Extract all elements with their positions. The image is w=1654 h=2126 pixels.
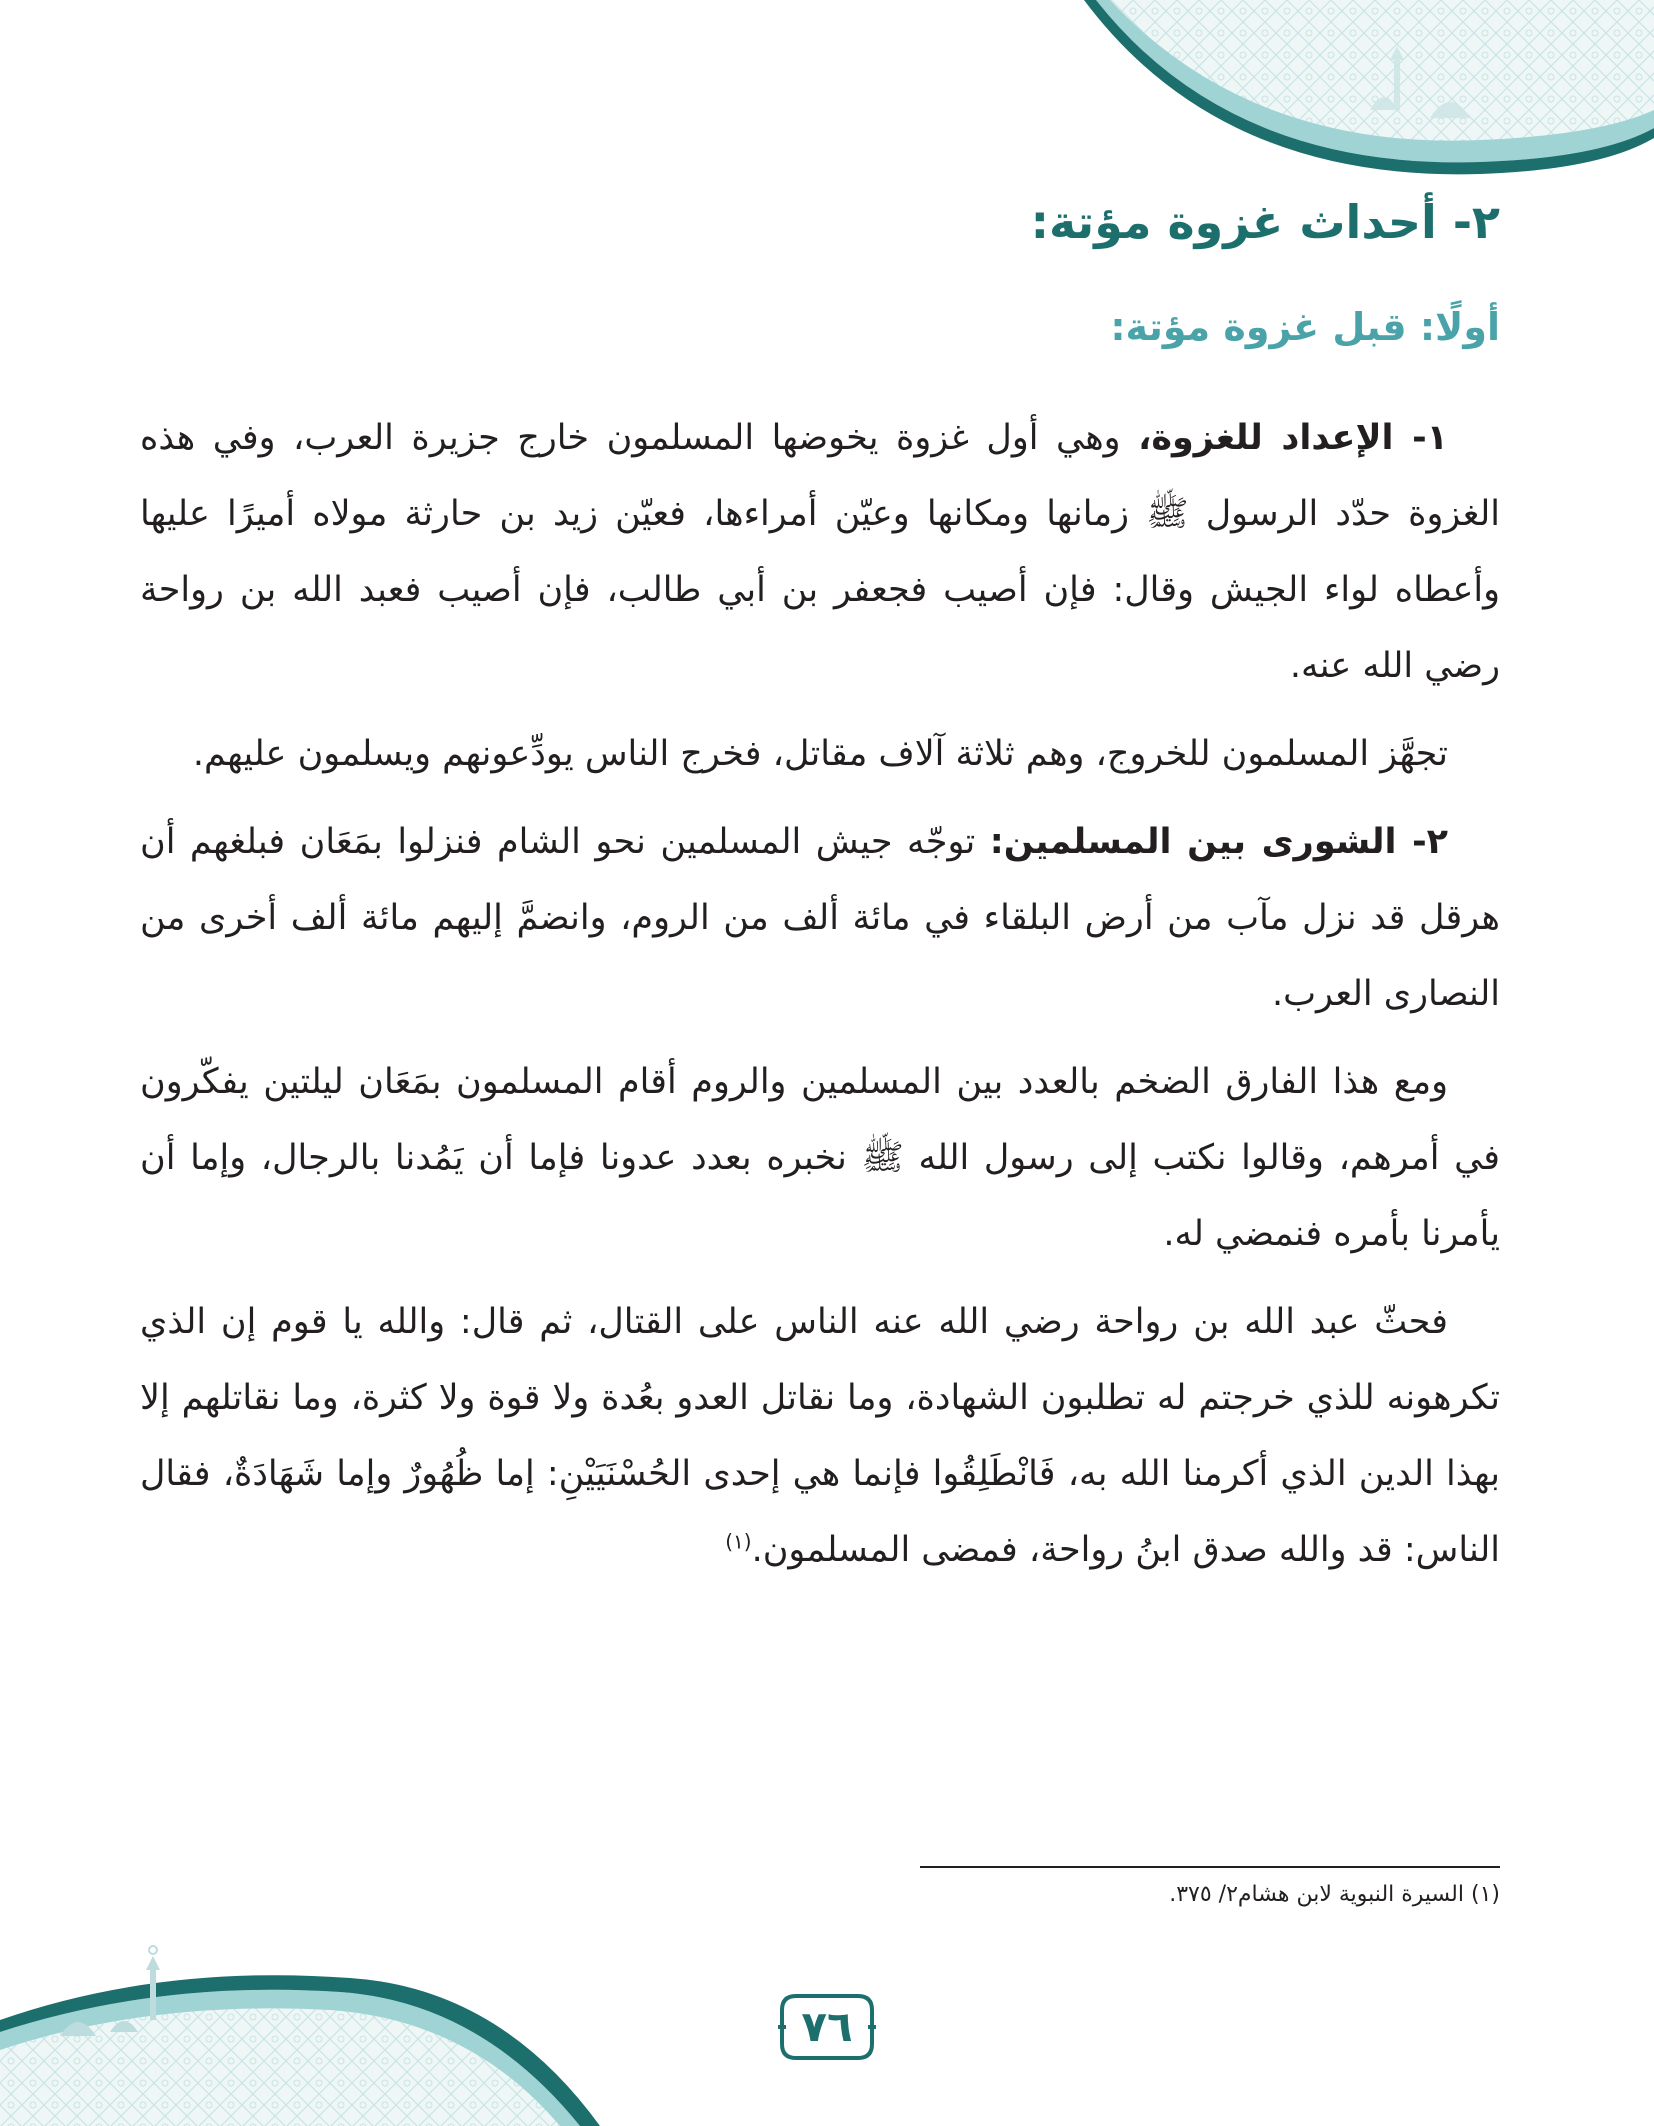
footnote-reference[interactable]: (١) <box>725 1529 752 1554</box>
footnote: (١) السيرة النبوية لابن هشام٢/ ٣٧٥. <box>1169 1882 1500 1907</box>
paragraph-lead: ١- الإعداد للغزوة، <box>1138 418 1448 458</box>
page-number: ٧٦ <box>801 2002 853 2051</box>
paragraph-equipping <box>140 716 1500 792</box>
section-title: ٢- أحداث غزوة مؤتة: <box>1030 195 1500 249</box>
paragraph-preparation <box>140 400 1500 704</box>
sub-title: أولًا: قبل غزوة مؤتة: <box>1110 305 1500 349</box>
top-ornament <box>0 0 1654 200</box>
paragraph-lead: ٢- الشورى بين المسلمين: <box>989 822 1448 862</box>
paragraph-text: وهي أول غزوة يخوضها المسلمون خارج جزيرة العرب، وفي هذه الغزوة حدّد الرسول ﷺ زمانها ومكانها وعيّن أمراءها، فعيّن زيد بن حارثة مولاه أميرًا عليها وأعطاه لواء الجيش وقال: فإن أصيب فجعفر بن أبي طالب، فإن أصيب فعبد الله بن رواحة رضي الله عنه. <box>140 418 1500 686</box>
bottom-ornament <box>0 1940 800 2126</box>
paragraph-deliberation <box>140 1044 1500 1272</box>
paragraph-text: تجهَّز المسلمون للخروج، وهم ثلاثة آلاف مقاتل، فخرج الناس يودِّعونهم ويسلمون عليهم. <box>192 734 1448 774</box>
body-text <box>140 400 1500 1600</box>
paragraph-text: فحثّ عبد الله بن رواحة رضي الله عنه الناس على القتال، ثم قال: والله يا قوم إن الذي تكرهونه للذي خرجتم له تطلبون الشهادة، وما نقاتل العدو بعُدة ولا قوة ولا كثرة، وما نقاتلهم إلا بهذا الدين الذي أكرمنا الله به، فَانْطَلِقُوا فإنما هي إحدى الحُسْنَيَيْنِ: إما ظُهُورٌ وإما شَهَادَةٌ، فقال الناس: قد والله صدق ابنُ رواحة، فمضى المسلمون. <box>140 1302 1500 1570</box>
footnote-divider <box>920 1866 1500 1868</box>
paragraph-text: ومع هذا الفارق الضخم بالعدد بين المسلمين والروم أقام المسلمون بمَعَان ليلتين يفكّرون في أمرهم، وقالوا نكتب إلى رسول الله ﷺ نخبره بعدد عدونا فإما أن يَمُدنا بالرجال، وإما أن يأمرنا بأمره فنمضي له. <box>140 1062 1500 1254</box>
paragraph-speech <box>140 1284 1500 1588</box>
paragraph-text: توجّه جيش المسلمين نحو الشام فنزلوا بمَعَان فبلغهم أن هرقل قد نزل مآب من أرض البلقاء في مائة ألف من الروم، وانضمَّ إليهم مائة ألف أخرى من النصارى العرب. <box>140 822 1500 1014</box>
paragraph-consultation <box>140 804 1500 1032</box>
